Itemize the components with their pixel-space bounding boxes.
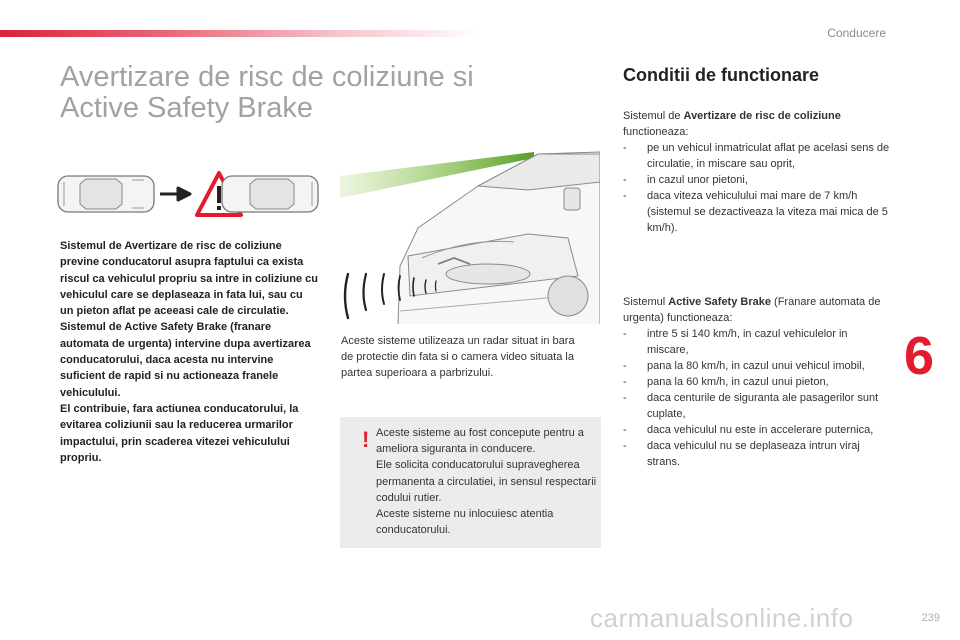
list-item-text: daca viteza vehiculului mai mare de 7 km/h (sistemul se dezactiveaza la viteza mai mica de 5 km/h).: [647, 190, 888, 234]
page-title-line-1: Avertizare de risc de coliziune si: [60, 61, 474, 93]
rear-car-icon: [58, 176, 154, 212]
dash: -: [623, 392, 627, 404]
system-name: Avertizare de risc de coliziune: [683, 110, 841, 122]
conditions-intro: [623, 294, 891, 326]
list-item: [623, 172, 891, 188]
radar-camera-text: Aceste sisteme utilizeaza un radar situat in bara de protectie din fata si o camera video situata la partea superioara a parbrizului.: [341, 335, 575, 379]
list-item: [623, 374, 891, 390]
header-accent-bar: [0, 30, 480, 37]
warning-box: [340, 417, 601, 548]
warning-line: Aceste sisteme nu inlocuiesc atentia conducatorului.: [376, 508, 554, 537]
section-label: Conducere: [827, 26, 886, 40]
warning-line: Aceste sisteme au fost concepute pentru a ameliora siguranta in conducere.: [376, 427, 584, 456]
list-item-text: daca vehiculul nu este in accelerare puternica,: [647, 424, 874, 436]
chapter-number: 6: [904, 326, 935, 386]
warning-line: Ele solicita conducatorului supravegherea permanenta a circulatiei, in sensul respectarii codului rutier.: [376, 459, 597, 504]
description-paragraph: Sistemul de Active Safety Brake (franare automata de urgenta) intervine dupa avertizarea conducatorului, daca acesta nu intervine suficient de rapid si nu actioneaza franele vehiculului.: [60, 321, 311, 399]
list-item: [623, 438, 891, 470]
list-item: [623, 390, 891, 422]
list-item: [623, 140, 891, 172]
dash: -: [623, 360, 627, 372]
dash: -: [623, 376, 627, 388]
intro-suffix: functioneaza:: [623, 126, 689, 138]
list-item: [623, 422, 891, 438]
list-item-text: pe un vehicul inmatriculat aflat pe acelasi sens de circulatie, in miscare sau oprit,: [647, 142, 890, 170]
dash: -: [623, 328, 627, 340]
conditions-intro: [623, 108, 891, 140]
list-item-text: daca vehiculul nu se deplaseaza intrun viraj strans.: [647, 440, 860, 468]
list-item-text: pana la 80 km/h, in cazul unui vehicul imobil,: [647, 360, 865, 372]
page-title-line-2: Active Safety Brake: [60, 92, 314, 124]
dash: -: [623, 424, 627, 436]
collision-warning-conditions: [623, 108, 891, 236]
description-paragraph: Sistemul de Avertizare de risc de coliziune previne conducatorul asupra faptului ca exista riscul ca vehiculul propriu sa intre in coliziune cu vehiculul care se deplaseaza in fata lui, sau cu un pieton aflat pe aceeasi cale de circulatie.: [60, 240, 318, 318]
dash: -: [623, 190, 627, 202]
watermark: carmanualsonline.info: [590, 603, 854, 633]
dash: -: [623, 174, 627, 186]
list-item-text: intre 5 si 140 km/h, in cazul vehiculelor in miscare,: [647, 328, 848, 356]
list-item-text: daca centurile de siguranta ale pasagerilor sunt cuplate,: [647, 392, 879, 420]
intro-suffix: (Franare automata de urgenta) functioneaza:: [623, 296, 881, 324]
list-item: [623, 326, 891, 358]
exclamation-icon: !: [362, 427, 370, 452]
dash: -: [623, 440, 627, 452]
list-item-text: pana la 60 km/h, in cazul unui pieton,: [647, 376, 829, 388]
intro-prefix: Sistemul: [623, 296, 669, 308]
page-title: [60, 62, 560, 124]
active-safety-brake-conditions: [623, 294, 891, 470]
collision-warning-illustration: [56, 168, 320, 218]
intro-prefix: Sistemul de: [623, 110, 684, 122]
page-number: 239: [921, 612, 940, 624]
system-name: Active Safety Brake: [668, 296, 771, 308]
dash: -: [623, 142, 627, 154]
system-description: [60, 238, 318, 466]
description-paragraph: El contribuie, fara actiunea conducatorului, la evitarea coliziunii sau la reducerea urmarilor impactului, prin scaderea vitezei vehiculului propriu.: [60, 402, 299, 464]
list-item: [623, 188, 891, 236]
section-title: Conditii de functionare: [623, 65, 819, 85]
list-item-text: in cazul unor pietoni,: [647, 174, 748, 186]
vehicle-radar-illustration: [338, 146, 600, 324]
warning-text: [376, 425, 598, 538]
arrow-right-icon: [160, 188, 190, 200]
front-car-icon: [222, 176, 318, 212]
list-item: [623, 358, 891, 374]
